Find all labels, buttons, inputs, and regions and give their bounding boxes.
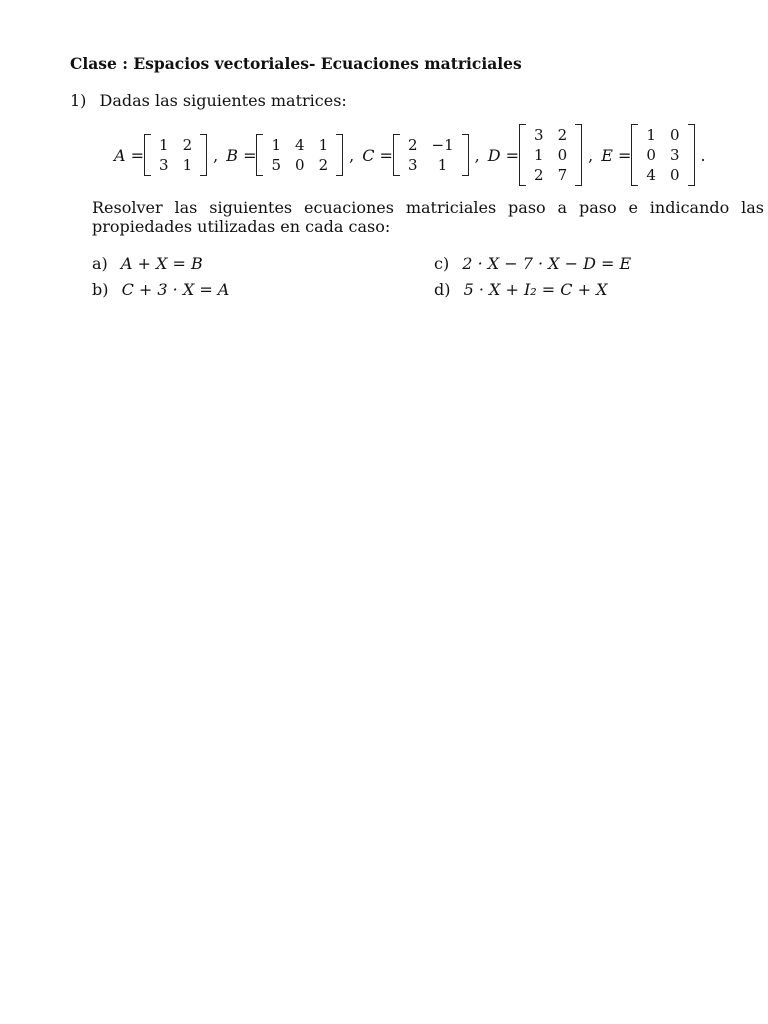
matrix-d-cell: 1	[534, 146, 544, 164]
matrix-a	[144, 134, 207, 176]
matrix-c-cell: 3	[407, 156, 418, 174]
matrix-b-cell: 5	[271, 156, 282, 174]
equation-expression: C + 3 · X = A	[121, 280, 230, 299]
matrix-e-cell: 0	[646, 146, 656, 164]
instructions-text: Resolver las siguientes ecuaciones matriciales paso a paso e indicando las propiedades utilizadas en cada caso:	[92, 198, 764, 236]
separator: ,	[349, 145, 355, 165]
end-period: .	[700, 145, 706, 165]
matrix-a-cell: 1	[182, 156, 193, 174]
matrix-c-cell: −1	[431, 136, 454, 154]
separator: ,	[213, 145, 219, 165]
matrix-a-cell: 3	[159, 156, 169, 174]
matrix-e-cell: 1	[646, 126, 656, 144]
matrix-e-cell: 0	[669, 166, 680, 184]
matrix-d-cell: 7	[557, 166, 568, 184]
matrix-c-cell: 1	[437, 156, 448, 174]
equation-item	[92, 280, 229, 299]
matrix-d-cell: 3	[534, 126, 544, 144]
problem-number: 1)	[70, 91, 87, 110]
equation-item	[434, 254, 631, 273]
matrix-c	[393, 134, 469, 176]
matrix-a-cell: 2	[182, 136, 193, 154]
matrix-c-label: C =	[362, 145, 393, 165]
equation-label: d)	[434, 280, 451, 299]
matrix-e-cell: 3	[669, 146, 680, 164]
matrix-d-cell: 2	[534, 166, 544, 184]
equation-label: a)	[92, 254, 108, 273]
matrix-d	[519, 124, 582, 186]
matrix-b-cell: 0	[295, 156, 305, 174]
problem-intro-text: Dadas las siguientes matrices:	[99, 91, 347, 110]
matrix-e	[631, 124, 694, 186]
matrix-b-cell: 4	[295, 136, 305, 154]
separator: ,	[588, 145, 594, 165]
matrix-b	[256, 134, 343, 176]
matrix-b-cell: 1	[271, 136, 282, 154]
matrix-b-label: B =	[226, 145, 257, 165]
equation-item	[92, 254, 203, 273]
matrix-d-cell: 2	[557, 126, 568, 144]
matrix-e-label: E =	[601, 145, 632, 165]
matrix-definitions	[114, 122, 754, 188]
page-title: Clase : Espacios vectoriales- Ecuaciones matriciales	[70, 54, 522, 73]
equation-label: c)	[434, 254, 450, 273]
equation-expression: 5 · X + I₂ = C + X	[463, 280, 608, 299]
matrix-c-cell: 2	[407, 136, 418, 154]
matrix-a-label: A =	[114, 145, 145, 165]
equation-expression: A + X = B	[120, 254, 203, 273]
equation-item	[434, 280, 608, 299]
matrix-a-cell: 1	[159, 136, 169, 154]
matrix-e-cell: 4	[646, 166, 656, 184]
matrix-e-cell: 0	[669, 126, 680, 144]
matrix-d-cell: 0	[557, 146, 568, 164]
separator: ,	[474, 145, 480, 165]
equation-label: b)	[92, 280, 109, 299]
problem-intro	[70, 91, 347, 110]
matrix-b-cell: 1	[318, 136, 329, 154]
matrix-b-cell: 2	[318, 156, 329, 174]
matrix-d-label: D =	[487, 145, 520, 165]
equation-expression: 2 · X − 7 · X − D = E	[462, 254, 632, 273]
